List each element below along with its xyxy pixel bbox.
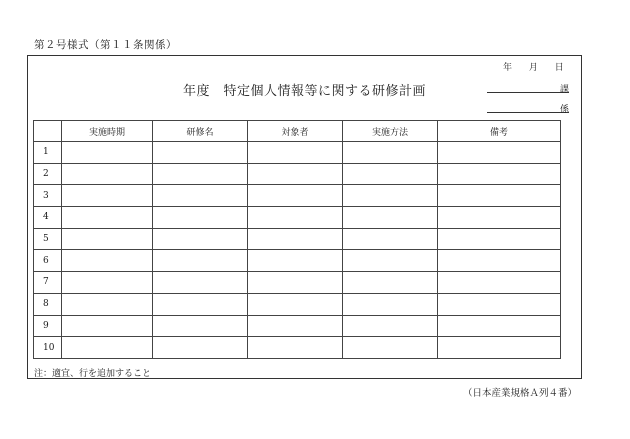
cell-remarks[interactable] (438, 272, 561, 294)
table-row (34, 315, 561, 337)
form-title: 年度 特定個人情報等に関する研修計画 (183, 84, 427, 99)
cell-remarks[interactable] (438, 142, 561, 164)
cell-remarks[interactable] (438, 293, 561, 315)
day-label: 日 (554, 63, 564, 73)
row-number: 10 (34, 337, 62, 359)
row-number: 3 (34, 185, 62, 207)
cell-period[interactable] (62, 272, 153, 294)
cell-remarks[interactable] (438, 337, 561, 359)
cell-target[interactable] (248, 163, 343, 185)
header-number (34, 121, 62, 142)
cell-method[interactable] (343, 293, 438, 315)
cell-training-name[interactable] (153, 272, 248, 294)
table-row (34, 337, 561, 359)
cell-training-name[interactable] (153, 293, 248, 315)
cell-method[interactable] (343, 207, 438, 229)
paper-size-note: （日本産業規格Ａ列４番） (463, 388, 578, 399)
table-row (34, 272, 561, 294)
row-number: 6 (34, 250, 62, 272)
header-method: 実施方法 (343, 121, 438, 142)
form-number: 第２号様式（第１１条関係） (34, 39, 177, 51)
cell-period[interactable] (62, 250, 153, 272)
header-period: 実施時期 (62, 121, 153, 142)
cell-target[interactable] (248, 315, 343, 337)
row-number: 5 (34, 228, 62, 250)
table-header-row (34, 121, 561, 142)
cell-method[interactable] (343, 228, 438, 250)
row-number: 2 (34, 163, 62, 185)
cell-target[interactable] (248, 293, 343, 315)
month-label: 月 (528, 63, 538, 73)
year-label: 年 (503, 63, 513, 73)
cell-period[interactable] (62, 315, 153, 337)
cell-training-name[interactable] (153, 315, 248, 337)
row-number: 9 (34, 315, 62, 337)
cell-remarks[interactable] (438, 228, 561, 250)
cell-period[interactable] (62, 163, 153, 185)
section-line (487, 92, 569, 93)
cell-training-name[interactable] (153, 163, 248, 185)
table-row (34, 142, 561, 164)
cell-target[interactable] (248, 207, 343, 229)
row-number: 1 (34, 142, 62, 164)
cell-remarks[interactable] (438, 185, 561, 207)
date-line (503, 60, 578, 73)
cell-remarks[interactable] (438, 315, 561, 337)
cell-target[interactable] (248, 337, 343, 359)
subsection-line (487, 112, 569, 113)
cell-method[interactable] (343, 185, 438, 207)
table-row (34, 185, 561, 207)
cell-remarks[interactable] (438, 207, 561, 229)
cell-method[interactable] (343, 250, 438, 272)
cell-method[interactable] (343, 272, 438, 294)
header-remarks: 備考 (438, 121, 561, 142)
cell-period[interactable] (62, 142, 153, 164)
cell-period[interactable] (62, 337, 153, 359)
cell-target[interactable] (248, 142, 343, 164)
training-plan-table (33, 120, 561, 359)
table-row (34, 163, 561, 185)
cell-training-name[interactable] (153, 250, 248, 272)
cell-target[interactable] (248, 272, 343, 294)
row-number: 4 (34, 207, 62, 229)
cell-period[interactable] (62, 207, 153, 229)
cell-target[interactable] (248, 250, 343, 272)
cell-method[interactable] (343, 163, 438, 185)
cell-method[interactable] (343, 142, 438, 164)
cell-period[interactable] (62, 293, 153, 315)
table-row (34, 250, 561, 272)
header-target: 対象者 (248, 121, 343, 142)
cell-training-name[interactable] (153, 207, 248, 229)
cell-training-name[interactable] (153, 185, 248, 207)
subsection-label: 係 (560, 105, 570, 115)
header-training-name: 研修名 (153, 121, 248, 142)
cell-target[interactable] (248, 185, 343, 207)
row-number: 7 (34, 272, 62, 294)
cell-period[interactable] (62, 228, 153, 250)
cell-remarks[interactable] (438, 250, 561, 272)
note-text: 注：適宜、行を追加すること (34, 369, 152, 379)
cell-remarks[interactable] (438, 163, 561, 185)
cell-method[interactable] (343, 337, 438, 359)
cell-training-name[interactable] (153, 228, 248, 250)
row-number: 8 (34, 293, 62, 315)
table-row (34, 293, 561, 315)
cell-target[interactable] (248, 228, 343, 250)
cell-method[interactable] (343, 315, 438, 337)
table-row (34, 228, 561, 250)
cell-period[interactable] (62, 185, 153, 207)
table-row (34, 207, 561, 229)
section-label: 課 (560, 85, 570, 95)
cell-training-name[interactable] (153, 337, 248, 359)
cell-training-name[interactable] (153, 142, 248, 164)
